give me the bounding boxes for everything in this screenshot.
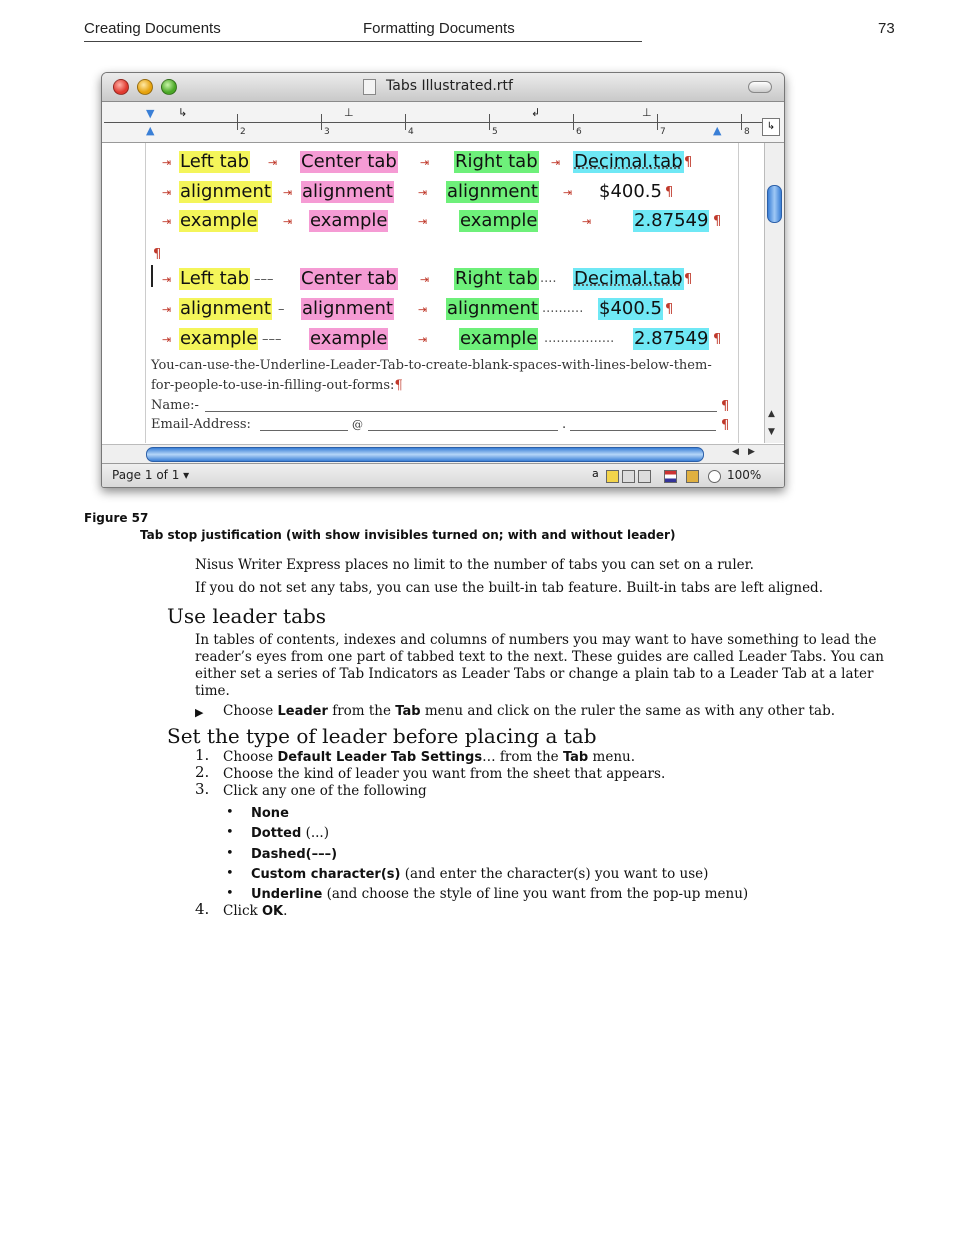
screenshot-window — [101, 72, 785, 488]
row-cell: example — [460, 210, 538, 231]
step-number: 3. — [195, 780, 210, 798]
title-bar — [102, 73, 784, 102]
lock-icon[interactable] — [686, 470, 699, 483]
pilcrow: ¶ — [665, 302, 674, 317]
dash-leader: ––– — [262, 332, 282, 347]
row-cell: 2.87549 — [634, 210, 709, 231]
row-cell: $400.5 — [599, 181, 662, 202]
bullet-text: (and choose the style of line you want from the pop-up menu) — [322, 886, 749, 902]
tab-arrow-icon: ⇥ — [418, 303, 428, 316]
highlight-icon[interactable] — [606, 470, 619, 483]
underline-leader-paragraph-line1: You-can-use-the-Underline-Leader-Tab-to-create-blank-spaces-with-lines-below-them- — [151, 358, 712, 373]
left-margin-guide — [145, 143, 146, 443]
vertical-scrollbar[interactable] — [764, 143, 784, 443]
vertical-scroll-thumb[interactable] — [767, 185, 782, 223]
zoom-magnifier-icon[interactable] — [708, 470, 721, 483]
dot-leader: .... — [540, 271, 557, 286]
keyword: None — [251, 806, 289, 821]
close-button[interactable] — [113, 79, 129, 95]
tab-arrow-icon: ⇥ — [162, 273, 172, 286]
row-cell: $400.5 — [599, 298, 662, 319]
scroll-up-arrow-icon[interactable]: ▲ — [768, 409, 775, 419]
bullet-icon: • — [226, 886, 234, 901]
running-header-left: Creating Documents — [84, 20, 221, 37]
bullet-icon: • — [226, 805, 234, 820]
name-label: Name:- — [151, 398, 199, 413]
tab-arrow-icon: ⇥ — [283, 215, 293, 228]
pilcrow: ¶ — [713, 214, 722, 229]
keyword: Custom character(s) — [251, 867, 401, 882]
instruction-step — [223, 749, 635, 765]
status-bar — [102, 463, 784, 488]
window-title: Tabs Illustrated.rtf — [386, 78, 513, 94]
dash-leader: ––– — [254, 272, 274, 287]
zoom-level[interactable]: 100% — [727, 468, 762, 482]
step-text: menu. — [588, 749, 636, 765]
step-text: Choose — [223, 703, 278, 719]
email-tld-underline-field[interactable] — [570, 430, 716, 431]
pilcrow: ¶ — [684, 155, 693, 170]
email-user-underline-field[interactable] — [260, 430, 348, 431]
scroll-down-arrow-icon[interactable]: ▼ — [768, 427, 775, 437]
tab-arrow-icon: ⇥ — [162, 215, 172, 228]
keyword: Dotted — [251, 826, 302, 841]
keyword: Leader — [277, 704, 328, 719]
pilcrow: ¶ — [153, 247, 162, 262]
paragraph-text: for-people-to-use-in-filling-out-forms: — [151, 378, 395, 393]
keyword: Dashed(–––) — [251, 847, 338, 862]
email-label: Email-Address: — [151, 417, 251, 432]
font-style-icon[interactable]: a — [592, 467, 599, 480]
page-indicator[interactable]: Page 1 of 1 ▾ — [112, 468, 190, 482]
tab-arrow-icon: ⇥ — [162, 156, 172, 169]
ruler-tick — [405, 114, 406, 130]
first-line-indent-marker[interactable]: ▲ — [146, 124, 155, 137]
ruler-number: 4 — [408, 127, 414, 137]
dash-leader: – — [278, 302, 285, 317]
tab-arrow-icon: ⇥ — [420, 273, 430, 286]
step-arrow-icon: ▶ — [195, 706, 204, 719]
bullet-text: (...) — [301, 825, 329, 841]
ruler-number: 6 — [576, 127, 582, 137]
name-underline-field[interactable] — [205, 411, 717, 412]
step-text: … from the — [482, 749, 563, 765]
ruler-tick — [321, 114, 322, 130]
tab-arrow-icon: ⇥ — [551, 156, 561, 169]
body-paragraph: If you do not set any tabs, you can use the built-in tab feature. Built-in tabs are left aligned. — [195, 580, 823, 596]
bullet-item — [251, 825, 329, 841]
document-icon — [363, 79, 376, 95]
row-cell: Left tab — [180, 151, 250, 172]
tab-arrow-icon: ⇥ — [283, 186, 293, 199]
row-cell: alignment — [180, 298, 271, 319]
tab-arrow-icon: ⇥ — [418, 333, 428, 346]
step-number: 2. — [195, 763, 210, 781]
text-cursor — [151, 265, 153, 287]
row-cell: Center tab — [301, 268, 397, 289]
pilcrow: ¶ — [721, 399, 730, 414]
ruler-tick — [657, 114, 658, 130]
email-dot: . — [562, 417, 567, 432]
ruler-number: 8 — [744, 127, 750, 137]
bullet-item — [251, 886, 748, 902]
left-indent-marker[interactable]: ▼ — [146, 107, 155, 120]
instruction-step: Click any one of the following — [223, 783, 427, 799]
step-text: . — [283, 903, 288, 919]
tab-arrow-icon: ⇥ — [418, 215, 428, 228]
row-cell: alignment — [302, 298, 393, 319]
ruler[interactable] — [102, 102, 784, 143]
email-domain-underline-field[interactable] — [368, 430, 558, 431]
ruler-line — [104, 122, 762, 123]
bullet-item — [251, 805, 289, 821]
underline-leader-paragraph-line2 — [151, 378, 403, 393]
section-heading: Use leader tabs — [167, 604, 327, 628]
row-cell: 2.87549 — [634, 328, 709, 349]
tab-arrow-icon: ⇥ — [162, 333, 172, 346]
step-text: from the — [327, 703, 396, 719]
instruction-step — [223, 703, 835, 719]
row-cell: Decimal.tab — [574, 268, 683, 289]
ruler-number: 7 — [660, 127, 666, 137]
row-cell: Decimal.tab — [574, 151, 683, 172]
row-cell: example — [460, 328, 538, 349]
bullet-item — [251, 846, 337, 862]
ruler-tick — [573, 114, 574, 130]
zoom-button[interactable] — [161, 79, 177, 95]
tab-arrow-icon: ⇥ — [563, 186, 573, 199]
right-tab-stop-icon[interactable]: ↲ — [531, 106, 541, 119]
scroll-right-arrow-icon[interactable]: ▶ — [748, 447, 755, 457]
bullet-item — [251, 866, 708, 882]
document-content[interactable] — [102, 143, 764, 443]
instruction-step — [223, 903, 287, 919]
pilcrow: ¶ — [665, 185, 674, 200]
language-flag-icon[interactable] — [664, 470, 677, 483]
bullet-icon: • — [226, 846, 234, 861]
step-number: 4. — [195, 900, 210, 918]
body-paragraph: In tables of contents, indexes and columns of numbers you may want to have something to lead the reader’s eyes from one part of tabbed text to the next. These guides are called Leader Tabs. You can either set a series of Tab Indicators as Leader Tabs or change a plain tab to a Leader Tab at a later time. — [195, 632, 884, 699]
bullet-text: (and enter the character(s) you want to use) — [400, 866, 709, 882]
ruler-tick — [237, 114, 238, 130]
row-cell: Center tab — [301, 151, 397, 172]
bullet-icon: • — [226, 866, 234, 881]
dot-leader: .......... — [542, 301, 584, 316]
right-indent-marker[interactable]: ▲ — [713, 124, 722, 137]
body-paragraph: Nisus Writer Express places no limit to the number of tabs you can set on a ruler. — [195, 557, 754, 573]
section-heading: Set the type of leader before placing a tab — [167, 724, 597, 748]
row-cell: Right tab — [455, 151, 538, 172]
figure-caption: Tab stop justification (with show invisibles turned on; with and without leader) — [140, 528, 676, 542]
figure-label: Figure 57 — [84, 511, 149, 525]
toolbar-toggle-button[interactable] — [748, 81, 772, 93]
row-cell: alignment — [302, 181, 393, 202]
horizontal-scrollbar[interactable] — [102, 444, 784, 463]
tab-arrow-icon: ⇥ — [418, 186, 428, 199]
running-header-center: Formatting Documents — [363, 20, 515, 37]
step-text: Click — [223, 903, 262, 919]
pilcrow: ¶ — [713, 332, 722, 347]
page-number: 73 — [878, 20, 895, 37]
header-rule — [84, 41, 642, 42]
horizontal-scroll-thumb[interactable] — [146, 447, 704, 462]
ruler-tab-type-button[interactable]: ↳ — [762, 118, 780, 136]
row-cell: example — [310, 328, 388, 349]
instruction-step: Choose the kind of leader you want from the sheet that appears. — [223, 766, 666, 782]
tab-arrow-icon: ⇥ — [420, 156, 430, 169]
row-cell: example — [180, 328, 258, 349]
keyword: Tab — [562, 750, 589, 765]
center-tab-stop-icon[interactable]: ⊥ — [344, 106, 354, 119]
dot-leader: ................. — [544, 331, 615, 346]
tab-arrow-icon: ⇥ — [268, 156, 278, 169]
row-cell: example — [180, 210, 258, 231]
keyword: Underline — [251, 887, 323, 902]
row-cell: alignment — [180, 181, 271, 202]
ruler-tick — [741, 114, 742, 130]
right-margin-guide — [738, 143, 739, 443]
minimize-button[interactable] — [137, 79, 153, 95]
row-cell: example — [310, 210, 388, 231]
row-cell: Left tab — [180, 268, 250, 289]
decimal-tab-stop-icon[interactable]: ⊥ — [642, 106, 652, 119]
keyword: Default Leader Tab Settings — [277, 750, 483, 765]
left-tab-stop-icon[interactable]: ↳ — [178, 106, 188, 119]
ruler-number: 3 — [324, 127, 330, 137]
tab-arrow-icon: ⇥ — [162, 303, 172, 316]
ruler-tick — [489, 114, 490, 130]
keyword: Tab — [395, 704, 421, 719]
pilcrow: ¶ — [684, 272, 693, 287]
tab-arrow-icon: ⇥ — [582, 215, 592, 228]
step-text: menu and click on the ruler the same as with any other tab. — [420, 703, 836, 719]
step-text: Choose — [223, 749, 278, 765]
ruler-number: 2 — [240, 127, 246, 137]
draft-view-icon[interactable] — [638, 470, 651, 483]
row-cell: alignment — [447, 181, 538, 202]
scroll-left-arrow-icon[interactable]: ◀ — [732, 447, 739, 457]
bullet-icon: • — [226, 825, 234, 840]
ruler-number: 5 — [492, 127, 498, 137]
keyword: OK — [262, 904, 284, 919]
row-cell: alignment — [447, 298, 538, 319]
step-number: 1. — [195, 746, 210, 764]
pilcrow: ¶ — [721, 418, 730, 433]
tab-arrow-icon: ⇥ — [162, 186, 172, 199]
page-view-icon[interactable] — [622, 470, 635, 483]
email-at-sign: @ — [352, 418, 363, 431]
row-cell: Right tab — [455, 268, 538, 289]
pilcrow: ¶ — [394, 378, 403, 393]
